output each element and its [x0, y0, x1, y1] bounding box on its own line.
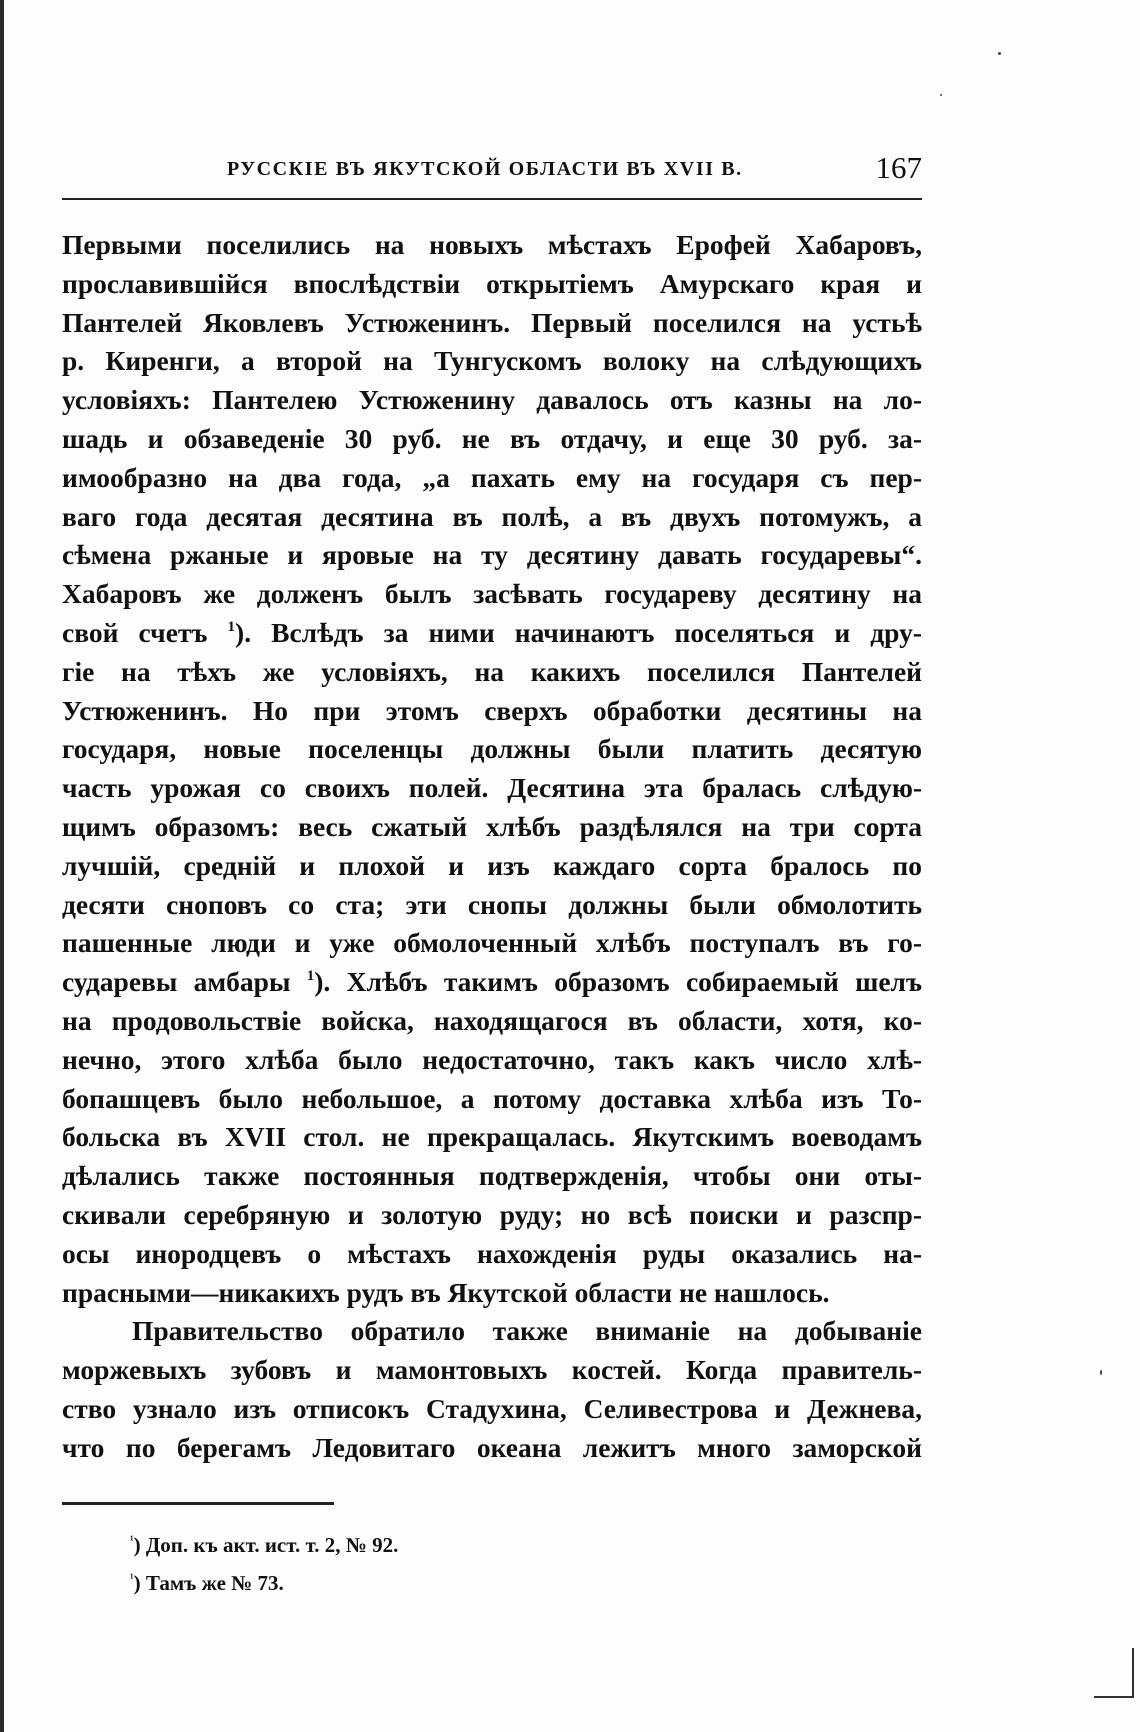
text-line: имообразно на два года, „а пахать ему на государя съ пер- [62, 461, 922, 493]
text-line: бопашцевъ было небольшое, а потому доставка хлѣба изъ То- [62, 1082, 922, 1114]
footnote-separator [62, 1502, 334, 1505]
text-line: Первыми поселились на новыхъ мѣстахъ Ерофей Хабаровъ, [62, 229, 922, 260]
text-fragment: свой счетъ [62, 616, 208, 648]
footnote-mark: 1 [306, 968, 315, 985]
text-line: условіяхъ: Пантелею Устюженину давалось отъ казны на ло- [62, 384, 922, 416]
header-rule [62, 198, 922, 200]
body-text [62, 226, 922, 1468]
scan-corner-mark [1094, 1696, 1134, 1698]
text-line: десяти сноповъ со ста; эти снопы должны были обмолотить [62, 888, 922, 920]
text-line: гіе на тѣхъ же условіяхъ, на какихъ поселился Пантелей [62, 655, 922, 687]
scan-speck [1100, 1370, 1102, 1375]
text-line: ваго года десятая десятина въ полѣ, а въ двухъ потомужъ, а [62, 500, 922, 532]
footnote-2: $^{^1}$) Тамъ же № 73. [130, 1571, 284, 1595]
text-line: шадь и обзаведеніе 30 руб. не въ отдачу, и еще 30 руб. за- [62, 422, 922, 454]
text-line: пашенные люди и уже обмолоченный хлѣбъ поступалъ въ го- [62, 927, 922, 959]
text-line: Устюженинъ. Но при этомъ сверхъ обработки десятины на [62, 694, 922, 726]
text-fragment: ). Хлѣбъ такимъ образомъ собираемый шелъ [314, 966, 922, 998]
text-line: дѣлались также постоянныя подтвержденія, чтобы они оты- [62, 1160, 922, 1192]
text-line-indented: Правительство обратило также вниманіе на добываніе [132, 1315, 922, 1347]
text-line: р. Киренги, а второй на Тунгускомъ волоку на слѣдующихъ [62, 345, 922, 377]
text-line: Хабаровъ же долженъ былъ засѣвать государеву десятину на [62, 578, 922, 610]
footnote-text: Доп. къ акт. ист. т. 2, № 92. [145, 1533, 399, 1557]
paragraph-2 [62, 1312, 922, 1467]
footnote-mark: ¹ [130, 1571, 134, 1585]
text-line: лучшій, средній и плохой и изъ каждаго сорта бралось по [62, 849, 922, 881]
page-number: 167 [875, 150, 922, 185]
text-fragment: сударевы амбары [62, 966, 291, 998]
text-line: ство узнало изъ отписокъ Стадухина, Селивестрова и Дежнева, [62, 1392, 922, 1424]
text-line-with-footnote [62, 614, 922, 653]
text-line: нечно, этого хлѣба было недостаточно, такъ какъ число хлѣ- [62, 1043, 922, 1075]
text-line: больска въ XVII стол. не прекращалась. Якутскимъ воеводамъ [62, 1121, 922, 1153]
text-line: государя, новые поселенцы должны были платить десятую [62, 733, 922, 765]
text-fragment: ). Вслѣдъ за ними начинаютъ поселяться и дру- [235, 616, 923, 648]
scan-corner-mark [1132, 1648, 1134, 1698]
text-line: Пантелей Яковлевъ Устюженинъ. Первый поселился на устьѣ [62, 306, 922, 338]
scan-speck [998, 52, 1001, 55]
text-line-last: прасными—никакихъ рудъ въ Якутской области не нашлось. [62, 1276, 830, 1308]
running-title: РУССКІЕ ВЪ ЯКУТСКОЙ ОБЛАСТИ ВЪ XVII В. [227, 158, 743, 180]
footnote-mark: 1 [227, 618, 236, 635]
text-line: часть урожая со своихъ полей. Десятина эта бралась слѣдую- [62, 772, 922, 804]
text-line-with-footnote [62, 963, 922, 1002]
page-edge-shadow [0, 0, 4, 1732]
text-line: сѣмена ржаные и яровые на ту десятину давать государевы“. [62, 539, 922, 571]
footnotes [130, 1526, 398, 1602]
text-line: осы инородцевъ о мѣстахъ нахожденія руды оказались на- [62, 1237, 922, 1269]
text-line: на продовольствіе войска, находящагося въ области, хотя, ко- [62, 1004, 922, 1036]
text-line: что по берегамъ Ледовитаго океана лежитъ много заморской [62, 1431, 922, 1463]
running-header [62, 150, 922, 186]
footnote-1: $^{^1}$) Доп. къ акт. ист. т. 2, № 92. [130, 1533, 399, 1557]
text-line: моржевыхъ зубовъ и мамонтовыхъ костей. Когда правитель- [62, 1354, 922, 1386]
footnote-text: Тамъ же № 73. [145, 1571, 284, 1595]
text-line: скивали серебряную и золотую руду; но всѣ поиски и разспр- [62, 1198, 922, 1230]
footnote-mark: ¹ [130, 1533, 134, 1547]
text-line: прославившійся впослѣдствіи открытіемъ Амурскаго края и [62, 267, 922, 299]
scan-speck [940, 94, 942, 96]
text-line: щимъ образомъ: весь сжатый хлѣбъ раздѣлялся на три сорта [62, 810, 922, 842]
paragraph-1 [62, 226, 922, 1312]
